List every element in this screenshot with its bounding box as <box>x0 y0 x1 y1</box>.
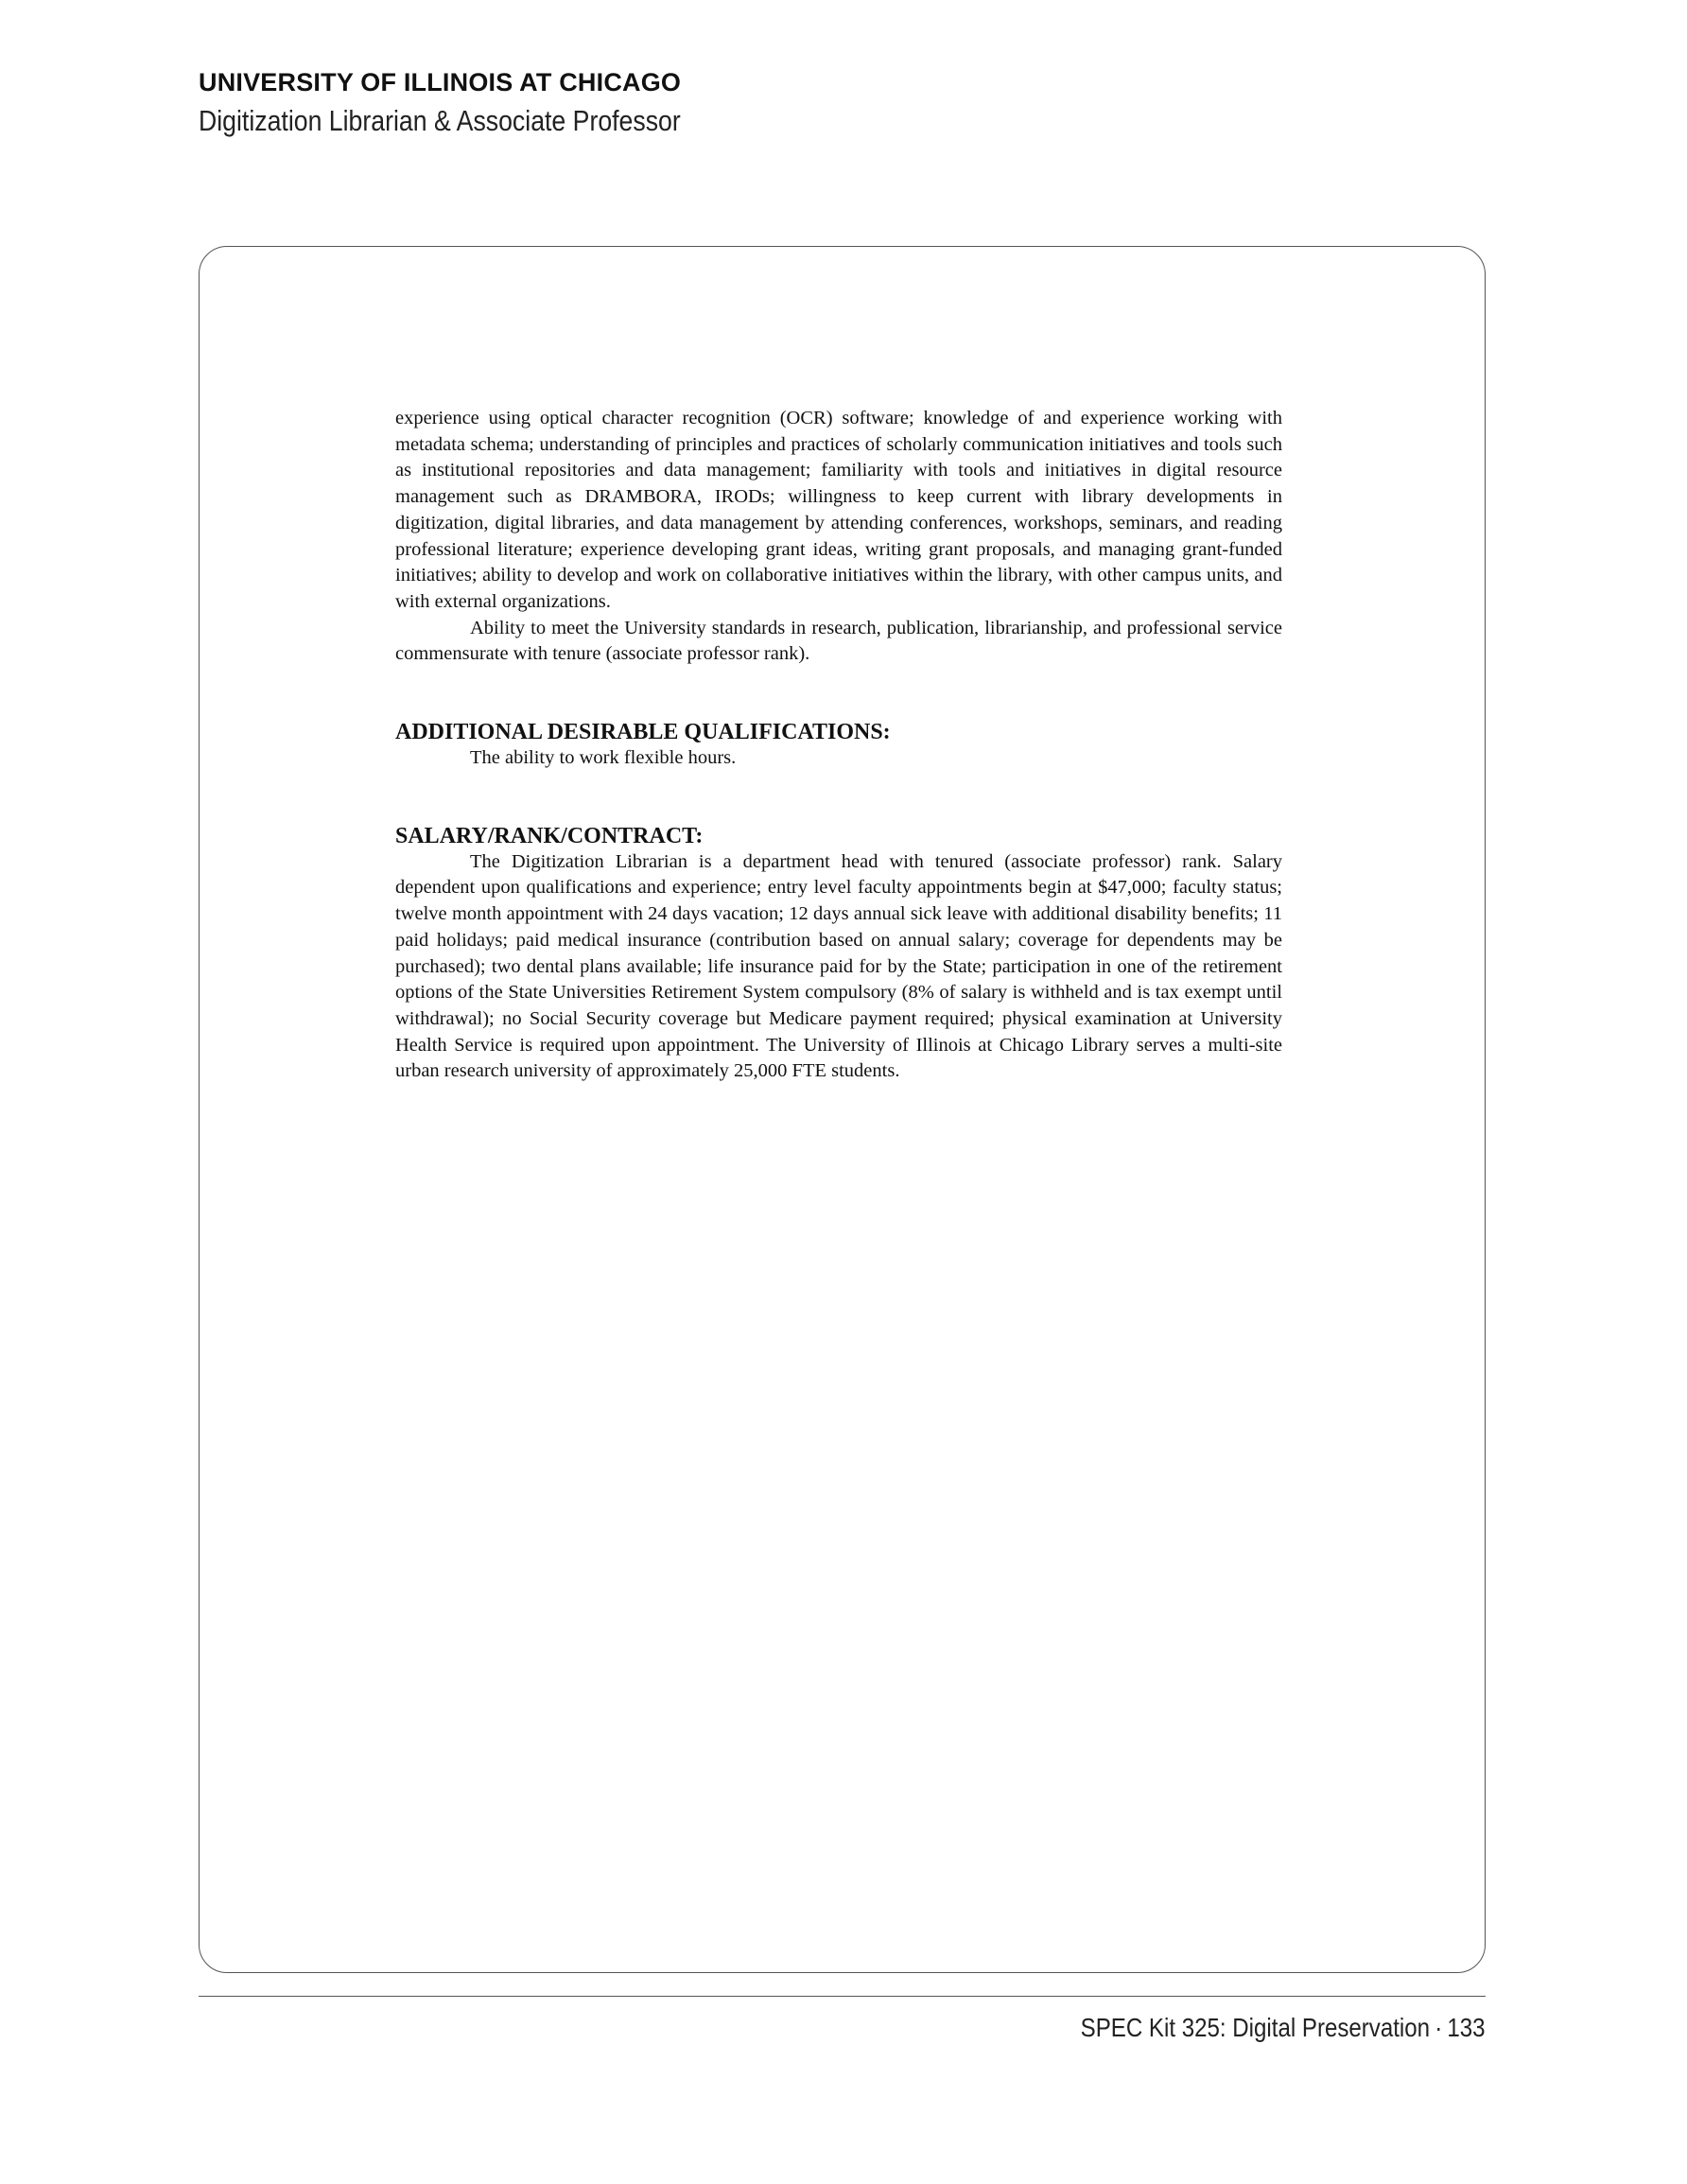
document-body <box>395 406 1282 1085</box>
tenure-standards-paragraph: Ability to meet the University standards in research, publication, librarianship, and professional service commensurate with tenure (associate professor rank). <box>395 617 1282 665</box>
footer-page-number: 133 <box>1447 2013 1486 2042</box>
additional-qualifications-text: The ability to work flexible hours. <box>470 747 737 769</box>
additional-qualifications-heading: ADDITIONAL DESIRABLE QUALIFICATIONS: <box>395 720 891 745</box>
footer-publication: SPEC Kit 325: Digital Preservation <box>1081 2013 1431 2042</box>
footer-divider <box>199 1996 1486 1997</box>
footer-separator: · <box>1435 2013 1443 2042</box>
salary-rank-contract-heading: SALARY/RANK/CONTRACT: <box>395 823 704 848</box>
salary-rank-contract-text: The Digitization Librarian is a department head with tenured (associate professor) rank. Salary dependent upon qualifications and experience; entry level faculty appointments begin at $47,000; faculty status; twelve month appointment with 24 days vacation; 12 days annual sick leave with additional disability benefits; 11 paid holidays; paid medical insurance (contribution based on annual salary; coverage for dependents may be purchased); two dental plans available; life insurance paid for by the State; participation in one of the retirement options of the State Universities Retirement System compulsory (8% of salary is withheld and is tax exempt until withdrawal); no Social Security coverage but Medicare payment required; physical examination at University Health Service is required upon appointment. The University of Illinois at Chicago Library serves a multi-site urban research university of approximately 25,000 FTE students. <box>395 850 1282 1082</box>
qualifications-paragraph: experience using optical character recognition (OCR) software; knowledge of and experience working with metadata schema; understanding of principles and practices of scholarly communication initiatives and tools such as institutional repositories and data management; familiarity with tools and initiatives in digital resource management such as DRAMBORA, IRODs; willingness to keep current with library developments in digitization, digital libraries, and data management by attending conferences, workshops, seminars, and reading professional literature; experience developing grant ideas, writing grant proposals, and managing grant-funded initiatives; ability to develop and work on collaborative initiatives within the library, with other campus units, and with external organizations. <box>395 408 1282 612</box>
page-header-title: UNIVERSITY OF ILLINOIS AT CHICAGO <box>199 68 682 96</box>
page-header-subtitle: Digitization Librarian & Associate Professor <box>199 104 681 137</box>
page-footer <box>1081 2013 1486 2043</box>
